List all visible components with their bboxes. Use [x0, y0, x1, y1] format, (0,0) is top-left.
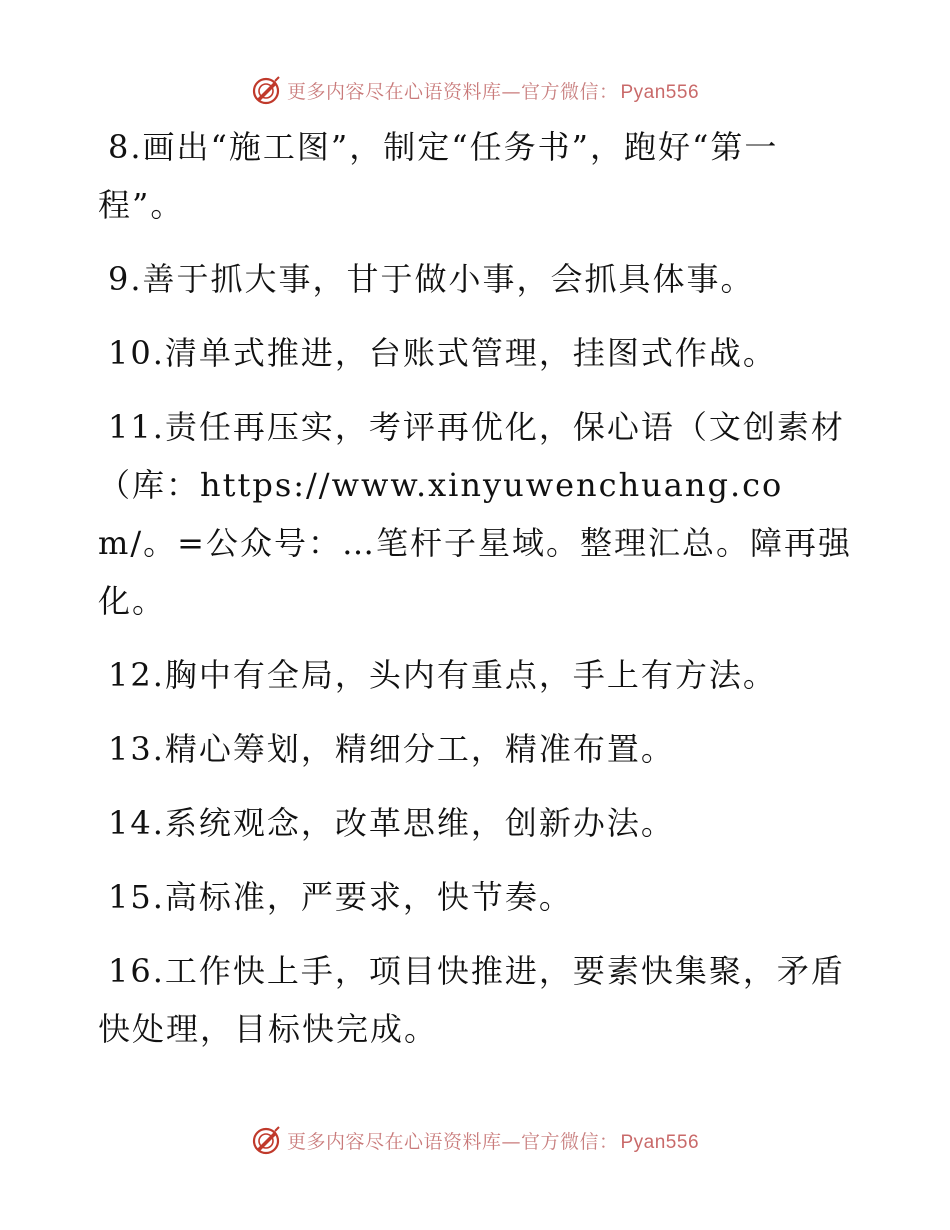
- footer-wechat-label: 官方微信：: [520, 1130, 619, 1153]
- list-item: 9.善于抓大事，甘于做小事，会抓具体事。: [108, 260, 755, 298]
- list-item: 12.胸中有全局，头内有重点，手上有方法。: [108, 656, 777, 694]
- list-item: 16.工作快上手，项目快推进，要素快集聚，矛盾快处理，目标快完成。: [98, 952, 845, 1048]
- list-item: 15.高标准，严要求，快节奏。: [108, 878, 573, 916]
- header-dash: —: [501, 80, 521, 103]
- document-body: [98, 118, 858, 1074]
- quill-pen-logo-icon: [251, 1125, 281, 1155]
- list-item: 11.责任再压实，考评再优化，保心语（文创素材（库：https://www.xinyuwenchuang.com/。=公众号：…笔杆子星域。整理汇总。障再强化。: [98, 408, 852, 620]
- list-item: 13.精心筹划，精细分工，精准布置。: [108, 730, 675, 768]
- header-site-text: 更多内容尽在心语资料库: [286, 80, 502, 103]
- footer-site-text: 更多内容尽在心语资料库: [286, 1130, 502, 1153]
- header-wechat-id: Pyan556: [620, 81, 700, 103]
- footer-wechat-id: Pyan556: [620, 1131, 700, 1153]
- header-banner: [0, 70, 950, 110]
- header-wechat-label: 官方微信：: [520, 80, 619, 103]
- footer-banner-text: [287, 1127, 699, 1154]
- footer-banner: [0, 1120, 950, 1160]
- footer-dash: —: [501, 1130, 521, 1153]
- header-banner-text: [287, 77, 699, 104]
- list-item: 14.系统观念，改革思维，创新办法。: [108, 804, 675, 842]
- quill-pen-logo-icon: [251, 75, 281, 105]
- list-item: 10.清单式推进，台账式管理，挂图式作战。: [108, 334, 777, 372]
- list-item: 8.画出“施工图”，制定“任务书”，跑好“第一程”。: [98, 128, 779, 224]
